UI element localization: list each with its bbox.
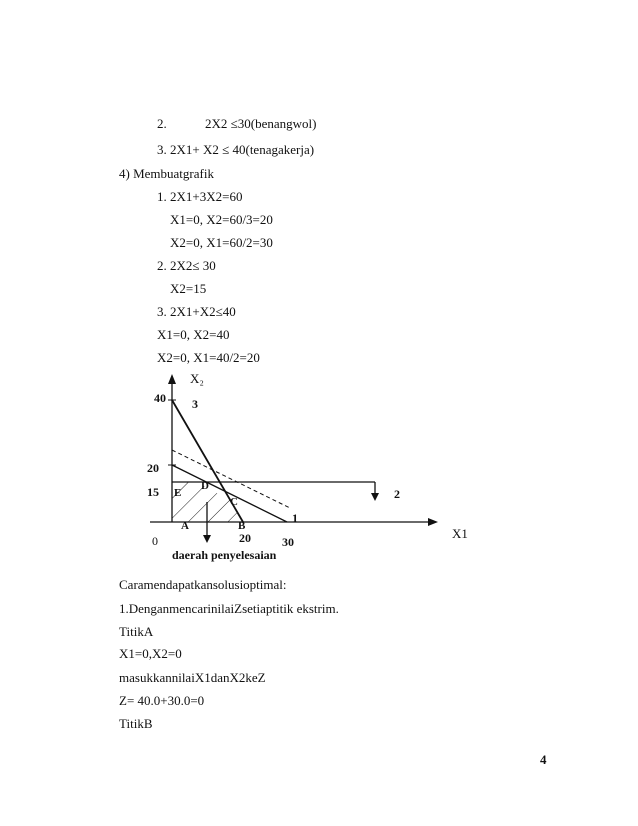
graph-item-3-b: X2=0, X1=40/2=20 [157, 350, 260, 365]
tick-y-20: 20 [147, 461, 159, 475]
substitute-instruction: masukkannilaiX1danX2keZ [119, 670, 266, 685]
tick-x-20: 20 [239, 531, 251, 545]
tick-x-30: 30 [282, 535, 294, 549]
titik-b-heading: TitikB [119, 716, 153, 731]
solution-intro: Caramendapatkansolusioptimal: [119, 577, 287, 592]
constraint-2-text: 2X2 ≤30(benangwol) [205, 116, 317, 131]
graph-item-1: 1. 2X1+3X2=60 [157, 189, 243, 204]
point-c-label: C [230, 496, 238, 508]
graph-item-1-b: X2=0, X1=60/2=30 [170, 235, 273, 250]
x-axis-arrow [428, 518, 438, 526]
point-e-label: E [174, 487, 182, 499]
y-axis-arrow [168, 374, 176, 384]
z-value-a: Z= 40.0+30.0=0 [119, 693, 205, 708]
section-heading: 4) Membuatgrafik [119, 166, 214, 181]
line-label-3: 3 [192, 397, 198, 411]
point-b-label: B [238, 520, 246, 532]
point-a-label: A [181, 520, 189, 532]
constraint-2-number: 2. [157, 116, 167, 131]
y-axis-label: X₂ [190, 371, 204, 386]
tick-origin: 0 [152, 534, 158, 548]
tick-y-15: 15 [147, 485, 159, 499]
titik-a-heading: TitikA [119, 624, 154, 639]
graph-item-1-a: X1=0, X2=60/3=20 [170, 212, 273, 227]
line-label-1: 1 [292, 511, 298, 525]
graph-item-2-a: X2=15 [170, 281, 207, 296]
line-label-2: 2 [394, 487, 400, 501]
graph-item-2: 2. 2X2≤ 30 [157, 258, 216, 273]
constraint-3-text: 3. 2X1+ X2 ≤ 40(tenagakerja) [157, 142, 315, 157]
page-number: 4 [540, 752, 547, 767]
solution-method: 1.DenganmencarinilaiZsetiaptitik ekstrim. [119, 601, 339, 616]
feasible-region-graph [130, 362, 475, 567]
graph-item-3-a: X1=0, X2=40 [157, 327, 230, 342]
x-axis-label: X1 [452, 526, 468, 541]
titik-a-values: X1=0,X2=0 [119, 646, 182, 661]
graph-item-3: 3. 2X1+X2≤40 [157, 304, 236, 319]
region-caption: daerah penyelesaian [172, 548, 277, 562]
tick-y-40: 40 [154, 391, 166, 405]
region-arrow-head [203, 535, 211, 543]
point-d-label: D [201, 480, 209, 492]
constraint-2-arrow-head [371, 493, 379, 501]
